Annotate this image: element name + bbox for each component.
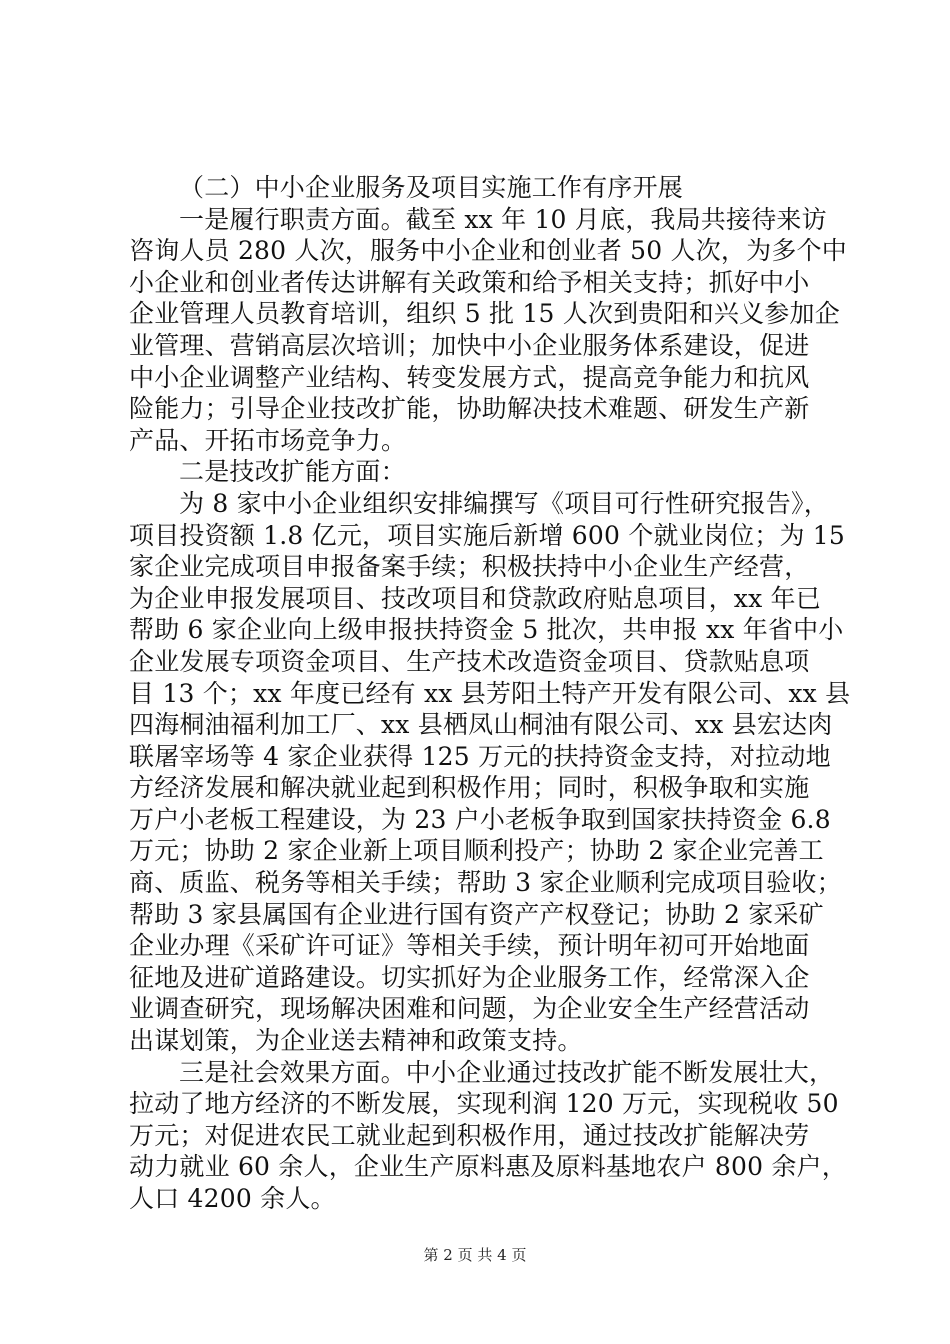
text-line: 三是社会效果方面。中小企业通过技改扩能不断发展壮大， [179, 1057, 835, 1087]
text-line: 业管理、营销高层次培训；加快中小企业服务体系建设，促进 [129, 330, 810, 360]
text-line: 一是履行职责方面。截至 xx 年 10 月底，我局共接待来访 [179, 204, 827, 234]
text-line: 征地及进矿道路建设。切实抓好为企业服务工作，经常深入企 [129, 962, 810, 992]
text-line: 险能力；引导企业技改扩能，协助解决技术难题、研发生产新 [129, 394, 810, 424]
text-line: 企业发展专项资金项目、生产技术改造资金项目、贷款贴息项 [129, 646, 810, 676]
section-heading: （二）中小企业服务及项目实施工作有序开展 [179, 173, 684, 202]
text-line: 方经济发展和解决就业起到积极作用；同时，积极争取和实施 [129, 773, 810, 803]
paragraph-tech [129, 488, 851, 1057]
text-line: 帮助 6 家企业向上级申报扶持资金 5 批次，共申报 xx 年省中小 [129, 615, 844, 645]
text-line: 小企业和创业者传达讲解有关政策和给予相关支持；抓好中小 [129, 267, 810, 297]
text-line: 中小企业调整产业结构、转变发展方式，提高竞争能力和抗风 [129, 362, 810, 392]
text-line: 产品、开拓市场竞争力。 [129, 425, 407, 455]
text-line: 为 8 家中小企业组织安排编撰写《项目可行性研究报告》， [179, 488, 829, 518]
text-line: 咨询人员 280 人次，服务中小企业和创业者 50 人次，为多个中 [129, 236, 847, 266]
paragraph-social [129, 1057, 847, 1215]
text-line: 帮助 3 家县属国有企业进行国有资产产权登记；协助 2 家采矿 [129, 899, 824, 929]
paragraph-duty [129, 204, 847, 457]
text-line: 万元；对促进农民工就业起到积极作用，通过技改扩能解决劳 [129, 1120, 810, 1150]
text-line: 四海桐油福利加工厂、xx 县栖凤山桐油有限公司、xx 县宏达肉 [129, 710, 833, 740]
text-line: 拉动了地方经济的不断发展，实现利润 120 万元，实现税收 50 [129, 1089, 839, 1119]
text-line: 为企业申报发展项目、技改项目和贷款政府贴息项目，xx 年已 [129, 583, 821, 613]
document-body [129, 172, 851, 1215]
paragraph-tech-heading [129, 456, 829, 488]
text-line: 企业管理人员教育培训，组织 5 批 15 人次到贵阳和兴义参加企 [129, 299, 840, 329]
page-footer: 第 2 页 共 4 页 [423, 1246, 527, 1264]
text-line: 联屠宰场等 4 家企业获得 125 万元的扶持资金支持，对拉动地 [129, 741, 831, 771]
text-line: 企业办理《采矿许可证》等相关手续，预计明年初可开始地面 [129, 931, 810, 961]
text-line: 二是技改扩能方面： [179, 457, 406, 487]
text-line: 家企业完成项目申报备案手续；积极扶持中小企业生产经营， [129, 552, 810, 582]
text-line: 业调查研究，现场解决困难和问题，为企业安全生产经营活动 [129, 994, 810, 1024]
text-line: 人口 4200 余人。 [129, 1184, 336, 1213]
text-line: 动力就业 60 余人，企业生产原料惠及原料基地农户 800 余户， [129, 1152, 847, 1182]
text-line: 万元；协助 2 家企业新上项目顺利投产；协助 2 家企业完善工 [129, 836, 824, 866]
text-line: 商、质监、税务等相关手续；帮助 3 家企业顺利完成项目验收； [129, 868, 842, 898]
text-line: 目 13 个；xx 年度已经有 xx 县芳阳土特产开发有限公司、xx 县 [129, 678, 851, 708]
text-line: 万户小老板工程建设，为 23 户小老板争取到国家扶持资金 6.8 [129, 804, 831, 834]
text-line: 出谋划策，为企业送去精神和政策支持。 [129, 1026, 583, 1056]
text-line: 项目投资额 1.8 亿元，项目实施后新增 600 个就业岗位；为 15 [129, 520, 846, 550]
